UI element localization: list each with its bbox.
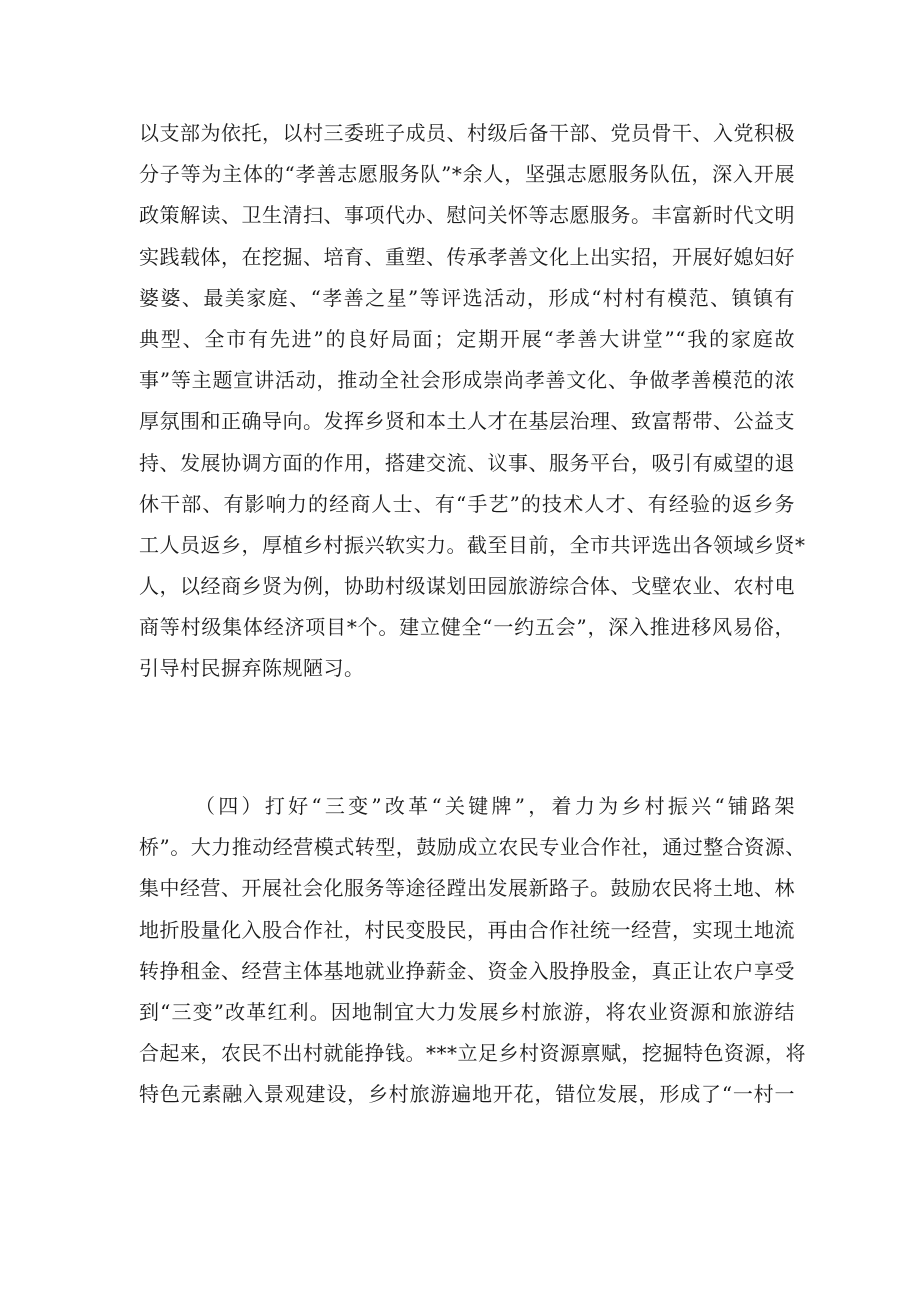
text-line: 以支部为依托，以村三委班子成员、村级后备干部、党员骨干、入党积极: [139, 121, 795, 145]
text-line: 集中经营、开展社会化服务等途径蹚出发展新路子。鼓励农民将土地、林: [139, 876, 795, 901]
paragraph-three-changes-reform: [139, 786, 806, 1116]
text-line: 商等村级集体经济项目*个。建立健全“一约五会”，深入推进移风易俗，: [139, 615, 795, 640]
text-line: 实践载体，在挖掘、培育、重塑、传承孝善文化上出实招，开展好媳妇好: [139, 244, 795, 269]
text-line: 事”等主题宣讲活动，推动全社会形成崇尚孝善文化、争做孝善模范的浓: [139, 368, 795, 393]
text-line: 持、发展协调方面的作用，搭建交流、议事、服务平台，吸引有威望的退: [139, 450, 795, 475]
text-line: 厚氛围和正确导向。发挥乡贤和本土人才在基层治理、致富帮带、公益支: [139, 409, 795, 434]
text-line: 特色元素融入景观建设，乡村旅游遍地开花，错位发展，形成了“一村一: [139, 1082, 795, 1107]
text-line: 休干部、有影响力的经商人士、有“手艺”的技术人才、有经验的返乡务: [139, 491, 795, 516]
text-line: 政策解读、卫生清扫、事项代办、慰问关怀等志愿服务。丰富新时代文明: [139, 203, 795, 228]
text-line: 到“三变”改革红利。因地制宜大力发展乡村旅游，将农业资源和旅游结: [139, 999, 795, 1024]
text-line: 婆婆、最美家庭、“孝善之星”等评选活动，形成“村村有模范、镇镇有: [139, 285, 795, 310]
text-line: 地折股量化入股合作社，村民变股民，再由合作社统一经营，实现土地流: [139, 917, 795, 942]
text-line: 引导村民摒弃陈规陋习。: [139, 656, 365, 681]
text-line: 合起来，农民不出村就能挣钱。***立足乡村资源禀赋，挖掘特色资源，将: [139, 1041, 806, 1066]
text-line: 桥”。大力推动经营模式转型，鼓励成立农民专业合作社，通过整合资源、: [139, 835, 806, 860]
paragraph-volunteer-service: [139, 113, 806, 690]
text-line: 人，以经商乡贤为例，协助村级谋划田园旅游综合体、戈壁农业、农村电: [139, 574, 795, 599]
text-line: 工人员返乡，厚植乡村振兴软实力。截至目前，全市共评选出各领域乡贤*: [139, 532, 806, 557]
section-heading-line: （四）打好“三变”改革“关键牌”，着力为乡村振兴“铺路架: [195, 794, 795, 818]
text-line: 转挣租金、经营主体基地就业挣薪金、资金入股挣股金，真正让农户享受: [139, 958, 795, 983]
text-line: 分子等为主体的“孝善志愿服务队”*余人，坚强志愿服务队伍，深入开展: [139, 162, 795, 187]
text-line: 典型、全市有先进”的良好局面；定期开展“孝善大讲堂”“我的家庭故: [139, 326, 795, 351]
